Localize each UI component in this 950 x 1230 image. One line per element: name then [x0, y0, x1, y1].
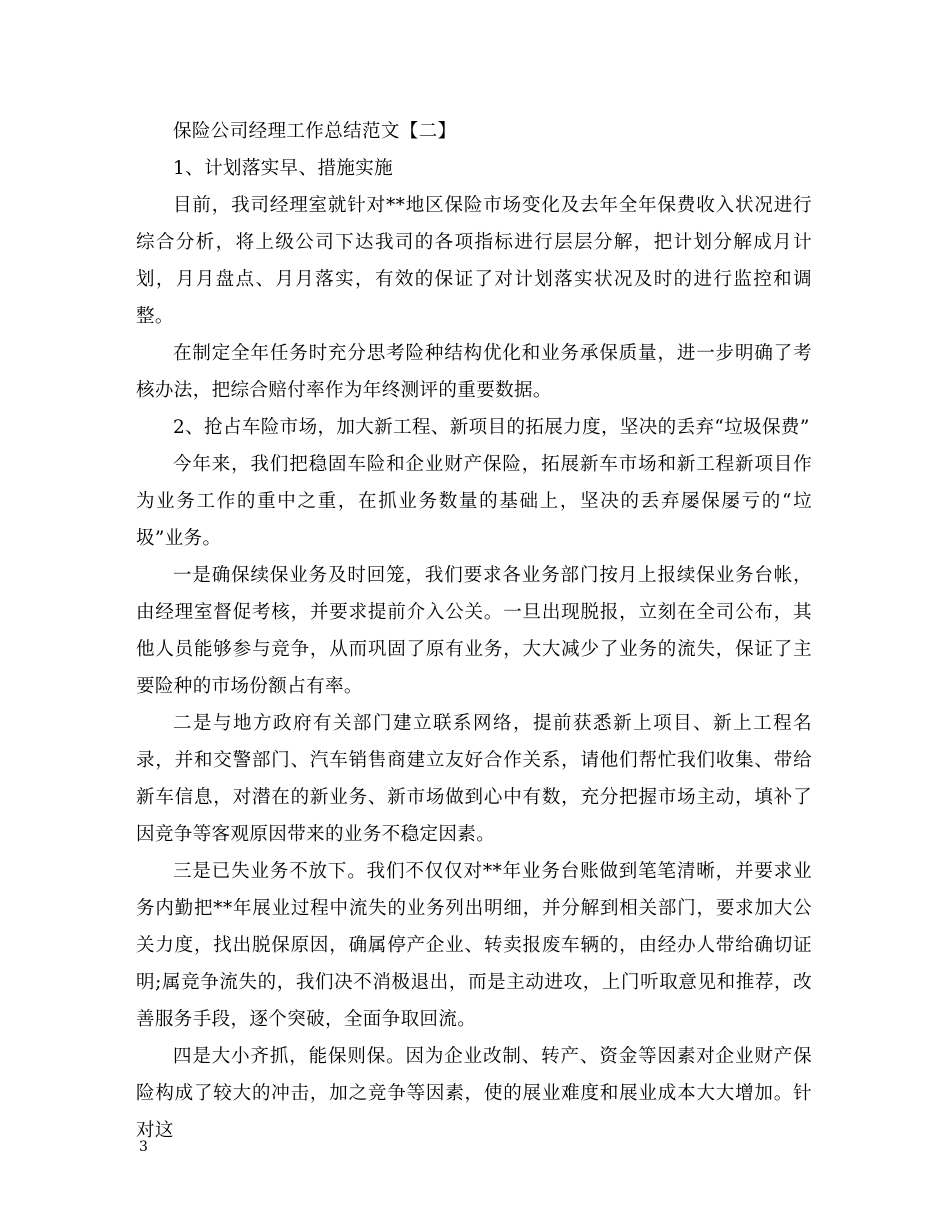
section-heading-2: 2、抢占车险市场，加大新工程、新项目的拓展力度，坚决的丢弃“垃圾保费”: [173, 417, 810, 438]
paragraph: 在制定全年任务时充分思考险种结构优化和业务承保质量，进一步明确了考核办法，把综合赔付率作为年终测评的重要数据。: [136, 343, 812, 401]
paragraph: 目前，我司经理室就针对**地区保险市场变化及去年全年保费收入状况进行综合分析，将上级公司下达我司的各项指标进行层层分解，把计划分解成月计划，月月盘点、月月落实，有效的保证了对计划落实状况及时的进行监控和调整。: [136, 195, 812, 327]
page-number: 3: [139, 1139, 148, 1155]
paragraph: 二是与地方政府有关部门建立联系网络，提前获悉新上项目、新上工程名录，并和交警部门、汽车销售商建立友好合作关系，请他们帮忙我们收集、带给新车信息，对潜在的新业务、新市场做到心中有数，充分把握市场主动，填补了因竞争等客观原因带来的业务不稳定因素。: [136, 713, 812, 845]
paragraph: 今年来，我们把稳固车险和企业财产保险，拓展新车市场和新工程新项目作为业务工作的重中之重，在抓业务数量的基础上，坚决的丢弃屡保屡亏的“垃圾”业务。: [136, 454, 812, 549]
section-heading-1: 1、计划落实早、措施实施: [173, 158, 394, 179]
paragraph: 四是大小齐抓，能保则保。因为企业改制、转产、资金等因素对企业财产保险构成了较大的冲击，加之竞争等因素，使的展业难度和展业成本大大增加。针对这: [136, 1046, 812, 1141]
paragraph: 一是确保续保业务及时回笼，我们要求各业务部门按月上报续保业务台帐，由经理室督促考核，并要求提前介入公关。一旦出现脱报，立刻在全司公布，其他人员能够参与竞争，从而巩固了原有业务，大大减少了业务的流失，保证了主要险种的市场份额占有率。: [136, 565, 812, 697]
paragraph: 三是已失业务不放下。我们不仅仅对**年业务台账做到笔笔清晰，并要求业务内勤把**年展业过程中流失的业务列出明细，并分解到相关部门，要求加大公关力度，找出脱保原因，确属停产企业、转卖报废车辆的，由经办人带给确切证明;属竞争流失的，我们决不消极退出，而是主动进攻，上门听取意见和推荐，改善服务手段，逐个突破，全面争取回流。: [136, 861, 812, 1030]
document-body: [136, 113, 812, 1149]
document-title: 保险公司经理工作总结范文【二】: [173, 121, 457, 142]
